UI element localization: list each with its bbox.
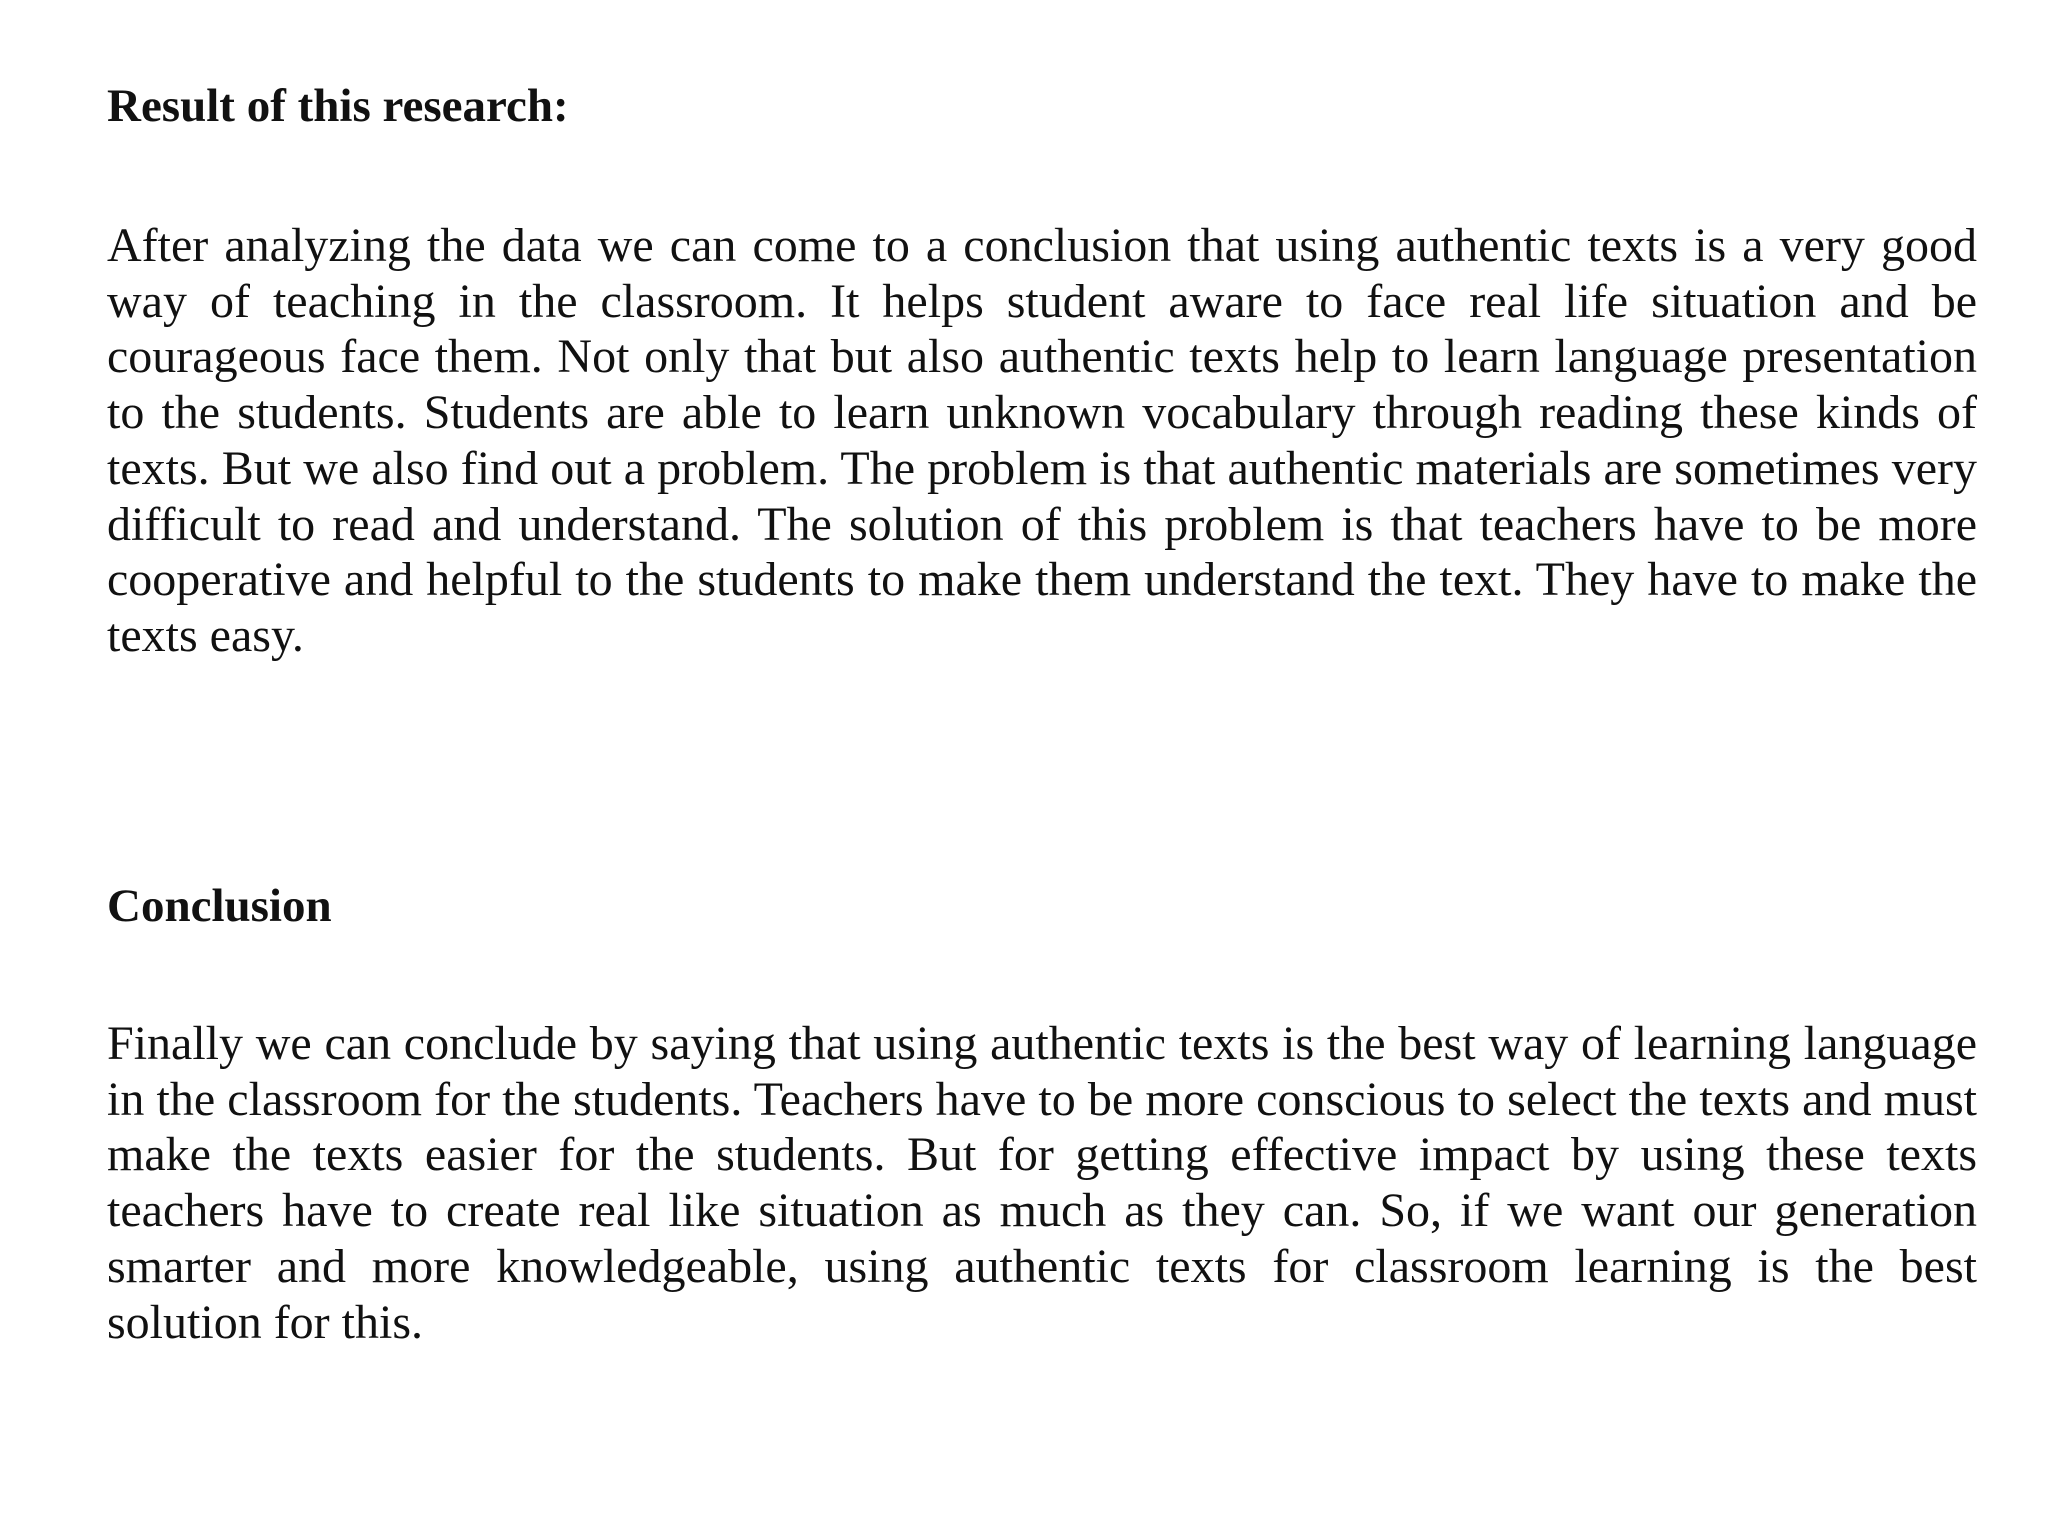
result-heading: Result of this research: <box>107 80 569 132</box>
document-page <box>107 0 1977 1536</box>
conclusion-heading: Conclusion <box>107 880 332 932</box>
result-paragraph: After analyzing the data we can come to a conclusion that using authentic texts is a very good way of teaching in the classroom. It helps student aware to face real life situation and be courageous face them. Not only that but also authentic texts help to learn language presentation to the students. Students are able to learn unknown vocabulary through reading these kinds of texts. But we also find out a problem. The problem is that authentic materials are sometimes very difficult to read and understand. The solution of this problem is that teachers have to be more cooperative and helpful to the students to make them understand the text. They have to make the texts easy. <box>107 219 1977 662</box>
conclusion-paragraph: Finally we can conclude by saying that using authentic texts is the best way of learning language in the classroom for the students. Teachers have to be more conscious to select the texts and must make the texts easier for the students. But for getting effective impact by using these texts teachers have to create real like situation as much as they can. So, if we want our generation smarter and more knowledgeable, using authentic texts for classroom learning is the best solution for this. <box>107 1017 1977 1349</box>
